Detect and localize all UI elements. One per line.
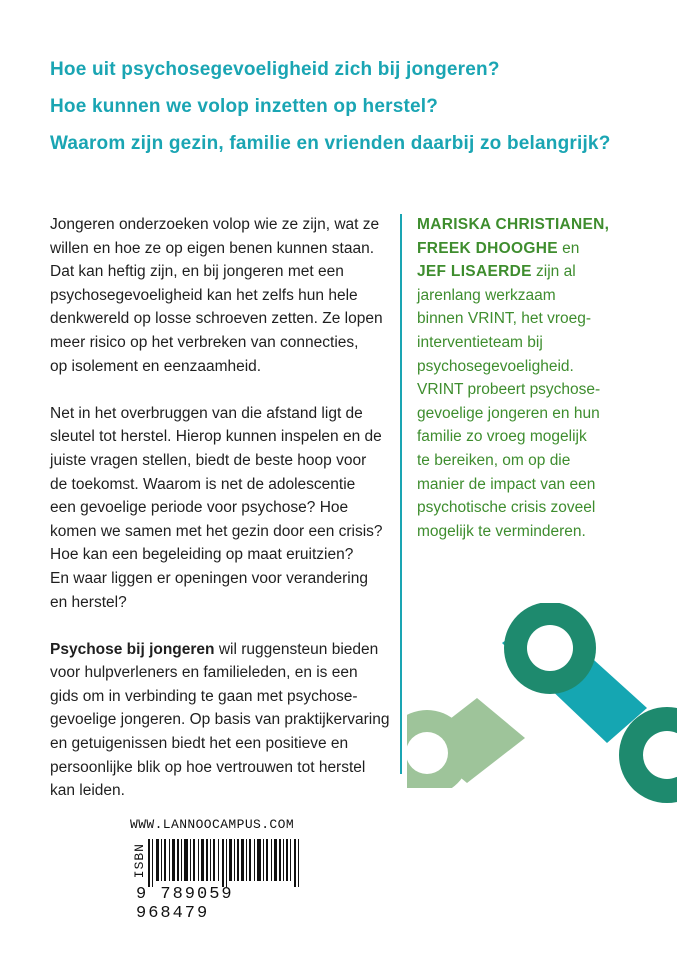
back-cover-questions [50,56,650,167]
chain-link-logo [407,603,677,828]
isbn-label: ISBN [132,843,147,879]
blurb-text [50,213,390,826]
isbn-number: 9 789059 968479 [136,885,234,923]
question-1: Hoe uit psychosegevoeligheid zich bij jongeren? [50,59,500,80]
isbn-barcode [148,839,306,887]
author-name-1: MARISKA CHRISTIANEN, [417,216,610,233]
question-2: Hoe kunnen we volop inzetten op herstel? [50,96,439,117]
question-3: Waarom zijn gezin, familie en vrienden daarbij zo belangrijk? [50,133,611,154]
book-title: Psychose bij jongeren [50,640,215,658]
author-name-2: FREEK DHOOGHE [417,239,558,257]
publisher-url: WWW.LANNOOCAMPUS.COM [130,817,295,832]
column-divider [400,214,402,774]
blurb-paragraph-2: Net in het overbruggen van die afstand ligt de sleutel tot herstel. Hierop kunnen inspelen en de juiste vragen stellen, biedt de beste hoop voor de toekomst. Waarom is net de adolescentie een gevoelige periode voor psychose? Hoe komen we samen met het gezin door een crisis? Hoe kan een begeleiding op maat eruitzien? En waar liggen er openingen voor verandering en herstel? [50,404,383,611]
barcode-block [128,817,308,923]
blurb-paragraph-3: Psychose bij jongeren wil ruggensteun bieden voor hulpverleners en familieleden, en is een gids om in verbinding te gaan met psychose- gevoelige jongeren. Op basis van praktijkervaring en getuigenissen biedt het een positieve en persoonlijke blik op hoe vertrouwen tot herstel kan leiden. [50,640,390,800]
author-name-3: JEF LISAERDE [417,263,532,281]
author-bio: MARISKA CHRISTIANEN, FREEK DHOOGHE en JEF LISAERDE zijn al jarenlang werkzaam binnen VRINT, het vroeg- interventieteam bij psychosegevoeligheid. VRINT probeert psychose- gevoelige jongeren en hun familie zo vroeg mogelijk te bereiken, om op die manier de impact van een psychotische crisis zoveel mogelijk te verminderen. [417,216,610,540]
blurb-paragraph-1: Jongeren onderzoeken volop wie ze zijn, wat ze willen en hoe ze op eigen benen kunnen staan. Dat kan heftig zijn, en bij jongeren met een psychosegevoeligheid kan het zelfs hun hele denkwereld op losse schroeven zetten. Ze lopen meer risico op het verbreken van connecties, op isolement en eenzaamheid. [50,216,383,375]
